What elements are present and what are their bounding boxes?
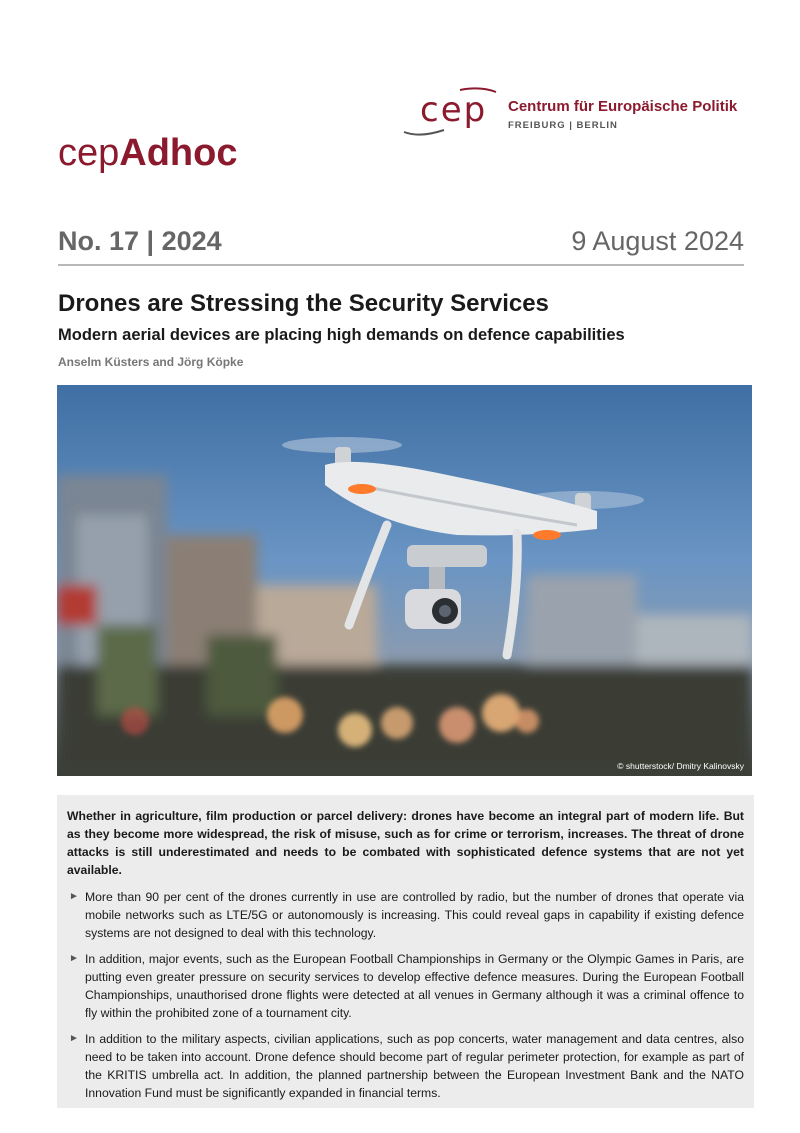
triangle-bullet-icon: ► bbox=[69, 891, 79, 902]
key-points-list bbox=[67, 888, 744, 1102]
cep-logo bbox=[400, 84, 750, 144]
summary-box bbox=[57, 795, 754, 1108]
key-point bbox=[67, 888, 744, 942]
key-point-text: In addition to the military aspects, civilian applications, such as pop concerts, water management and data centres, also need to be taken into account. Drone defence should become part of regular perimeter protection, for example as part of the KRITIS umbrella act. In addition, the planned partnership between the European Investment Bank and the NATO Innovation Fund must be significantly expanded in financial terms. bbox=[85, 1032, 744, 1100]
drone-photo bbox=[57, 385, 752, 776]
logo-mark: cep bbox=[420, 90, 488, 130]
issue-number: No. 17 | 2024 bbox=[58, 226, 222, 256]
issue-date: 9 August 2024 bbox=[571, 226, 744, 256]
document-authors: Anselm Küsters and Jörg Köpke bbox=[58, 355, 244, 369]
issue-row bbox=[58, 226, 744, 266]
photo-credit: © shutterstock/ Dmitry Kalinovsky bbox=[617, 761, 744, 771]
document-title: Drones are Stressing the Security Services bbox=[58, 290, 549, 317]
summary-lead: Whether in agriculture, film production or parcel delivery: drones have become an integral part of modern life. But as they become more widespread, the risk of misuse, such as for crime or terrorism, increases. The threat of drone attacks is still underestimated and needs to be combated with sophisticated defence systems that are not yet available. bbox=[67, 809, 744, 877]
key-point-text: More than 90 per cent of the drones currently in use are controlled by radio, but the number of drones that operate via mobile networks such as LTE/5G or autonomously is increasing. This could reveal gaps in capability if existing defence systems are not designed to deal with this technology. bbox=[85, 890, 744, 940]
key-point bbox=[67, 950, 744, 1022]
key-point bbox=[67, 1030, 744, 1102]
key-point-text: In addition, major events, such as the European Football Championships in Germany or the Olympic Games in Paris, are putting even greater pressure on security services to develop effective defence measures. During the European Football Championships, unauthorised drone flights were detected at all venues in Germany although it was a criminal offence to fly within the prohibited zone of a tournament city. bbox=[85, 952, 744, 1020]
brand-prefix: cep bbox=[58, 132, 120, 174]
triangle-bullet-icon: ► bbox=[69, 1033, 79, 1044]
brand-suffix: Adhoc bbox=[119, 132, 238, 174]
drone-illustration bbox=[57, 385, 752, 776]
publication-brand bbox=[58, 132, 238, 175]
document-subtitle: Modern aerial devices are placing high demands on defence capabilities bbox=[58, 326, 625, 344]
logo-cities: FREIBURG | BERLIN bbox=[508, 120, 618, 131]
triangle-bullet-icon: ► bbox=[69, 953, 79, 964]
logo-organization-name: Centrum für Europäische Politik bbox=[508, 98, 738, 115]
